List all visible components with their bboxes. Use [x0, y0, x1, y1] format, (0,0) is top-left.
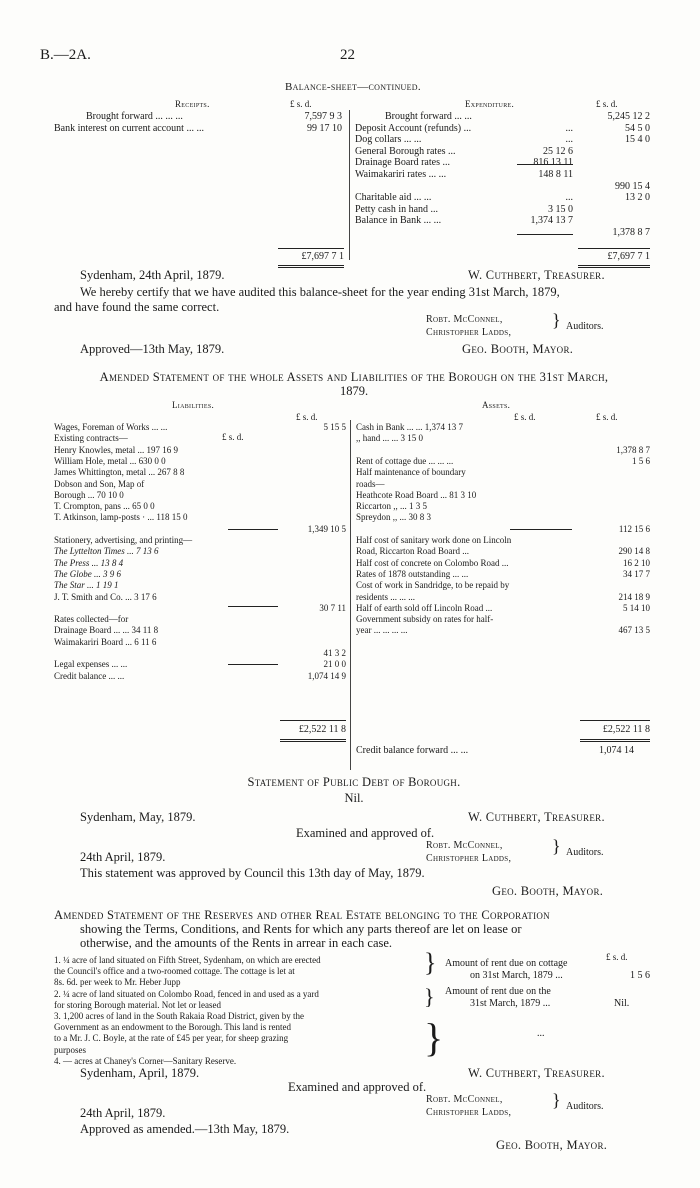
receipts-total: £7,697 7 1	[301, 251, 344, 262]
debt-date: 24th April, 1879.	[80, 850, 166, 864]
asset-line: Rates of 1878 outstanding ... ...	[356, 568, 469, 579]
receipts-lsd: £ s. d.	[290, 99, 312, 109]
double-rule	[278, 265, 344, 268]
rent-1: Amount of rent due on cottage	[445, 958, 568, 969]
expenditure-label: Balance in Bank ... ...	[355, 215, 442, 227]
asset-line: roads—	[356, 478, 385, 489]
expenditure-sub: ...	[565, 192, 573, 204]
certify-line-2: and have found the same correct.	[54, 300, 220, 314]
liability-total: 5 15 5	[323, 422, 346, 432]
liability-line: William Hole, metal ... 630 0 0	[54, 455, 166, 466]
receipt-amount: 99 17 10	[307, 123, 342, 134]
debt-auditor-1: Robt. McConnel,	[426, 840, 503, 851]
debt-title: Statement of Public Debt of Borough.	[247, 775, 461, 789]
expenditure-label: General Borough rates ...	[355, 145, 456, 157]
asset-total: 112 15 6	[618, 523, 650, 534]
auditor-2: Christopher Ladds,	[426, 327, 512, 338]
liabilities-heading: Liabilities.	[172, 400, 215, 410]
liability-line: Rates collected—for	[54, 614, 129, 625]
expenditure-sub: 148 8 11	[538, 169, 573, 180]
assets-lsd: £ s. d.	[596, 412, 618, 422]
debt-approved: This statement was approved by Council this 13th day of May, 1879.	[80, 866, 425, 880]
liability-total: 30 7 11	[319, 602, 346, 613]
brace-icon: }	[424, 948, 437, 977]
asset-line: Spreydon ,, ... 30 8 3	[356, 512, 431, 523]
column-divider	[350, 420, 351, 770]
credit-forward-amount: 1,074 14	[599, 745, 634, 756]
assets-heading: Assets.	[482, 400, 511, 410]
reserve-item: to a Mr. J. C. Boyle, at the rate of £45 per year, for sheep grazing	[54, 1033, 289, 1044]
reserve-item: 8s. 6d. per week to Mr. Heber Jupp	[54, 977, 181, 988]
liabilities-lsd: £ s. d.	[296, 412, 318, 422]
double-rule	[580, 739, 650, 742]
liability-total: 1,349 10 5	[307, 523, 346, 534]
rent-2b: 31st March, 1879 ...	[470, 998, 551, 1009]
subtotal-rule	[517, 164, 573, 165]
liability-total: 21 0 0	[323, 659, 346, 670]
asset-line: Cash in Bank ... ... 1,374 13 7	[356, 422, 463, 432]
asset-total: 16 2 10	[623, 557, 650, 568]
expenditure-total: 5,245 12 2	[607, 111, 650, 122]
receipt-label: Brought forward ... ... ...	[86, 111, 183, 122]
reserve-item: 3. 1,200 acres of land in the South Rakaia Road District, given by the	[54, 1011, 304, 1021]
expenditure-list	[355, 111, 655, 241]
assets-grand-total: £2,522 11 8	[602, 724, 650, 735]
expenditure-sub: 1,374 13 7	[530, 215, 573, 227]
asset-line: Half maintenance of boundary	[356, 467, 466, 478]
brace-icon: }	[424, 984, 435, 1009]
expenditure-label: Deposit Account (refunds) ...	[355, 122, 472, 134]
rent-2: Amount of rent due on the	[445, 986, 551, 997]
total-rule	[278, 248, 344, 249]
asset-total: 1 5 6	[632, 455, 650, 466]
liability-line: Wages, Foreman of Works ... ...	[54, 422, 168, 432]
liability-total: 41 3 2	[323, 648, 346, 658]
assets-title-1: Amended Statement of the whole Assets and Liabilities of the Borough on the 31st March,	[99, 370, 609, 384]
reserve-item: 1. ¼ acre of land situated on Fifth Street, Sydenham, on which are erected	[54, 955, 321, 965]
asset-line: ,, hand ... ... 3 15 0	[356, 433, 423, 444]
rent-2-amount: Nil.	[614, 998, 630, 1009]
liability-line: Existing contracts—	[54, 433, 128, 444]
reserve-item: the Council's office and a two-roomed cottage. The cottage is let at	[54, 966, 295, 977]
expenditure-total: 13 2 0	[625, 192, 650, 204]
expenditure-total: £7,697 7 1	[607, 251, 650, 262]
subtotal-rule	[510, 529, 572, 530]
asset-total: 5 14 10	[623, 602, 650, 613]
asset-line: Cost of work in Sandridge, to be repaid by	[356, 580, 510, 591]
liability-line: T. Crompton, pans ... 65 0 0	[54, 501, 155, 512]
asset-total: 467 13 5	[618, 625, 650, 636]
contracts-lsd: £ s. d.	[222, 432, 244, 442]
reserves-title-1: Amended Statement of the Reserves and other Real Estate belonging to the Corporation	[54, 908, 550, 922]
reserves-auditor-2: Christopher Ladds,	[426, 1107, 512, 1118]
total-rule	[280, 720, 346, 721]
balance-approved: Approved—13th May, 1879.	[80, 342, 225, 356]
asset-line: Half cost of concrete on Colombo Road ...	[356, 557, 509, 568]
debt-mayor: Geo. Booth, Mayor.	[492, 884, 604, 898]
auditor-1: Robt. McConnel,	[426, 314, 503, 325]
expenditure-label: Petty cash in hand ...	[355, 203, 439, 215]
reserves-lsd: £ s. d.	[606, 952, 628, 962]
expenditure-label: Drainage Board rates ...	[355, 157, 450, 169]
reserves-title-2: showing the Terms, Conditions, and Rents for which any parts thereof are let on lease or	[80, 922, 522, 936]
expenditure-total: 15 4 0	[625, 134, 650, 146]
liability-line: The Globe ... 3 9 6	[54, 568, 121, 579]
asset-line: Heathcote Road Board ... 81 3 10	[356, 489, 477, 500]
receipts-heading: Receipts.	[175, 99, 210, 109]
assets-sub-lsd: £ s. d.	[514, 412, 536, 422]
reserves-auditor-1: Robt. McConnel,	[426, 1094, 503, 1105]
certify-line-1: We hereby certify that we have audited this balance-sheet for the year ending 31st March, 1879,	[80, 285, 560, 299]
assets-title-2: 1879.	[339, 384, 369, 398]
debt-nil: Nil.	[344, 791, 364, 805]
expenditure-sub: 3 15 0	[548, 203, 573, 215]
asset-line: Rent of cottage due ... ... ...	[356, 455, 454, 466]
asset-total: 1,378 8 7	[616, 444, 650, 455]
liability-line: Credit balance ... ...	[54, 670, 125, 681]
liability-total: 1,074 14 9	[307, 670, 346, 681]
liability-line: Waimakariri Board ... 6 11 6	[54, 636, 157, 647]
subtotal-rule	[228, 529, 278, 530]
asset-line: Riccarton ,, ... 1 3 5	[356, 501, 427, 512]
expenditure-label: Brought forward ... ...	[385, 111, 472, 122]
expenditure-lsd: £ s. d.	[596, 99, 618, 109]
asset-total: 290 14 8	[618, 546, 650, 557]
reserves-mayor: Geo. Booth, Mayor.	[496, 1138, 608, 1152]
asset-total: 214 18 9	[618, 591, 650, 602]
double-rule	[280, 739, 346, 742]
asset-line: residents ... ... ...	[356, 591, 415, 602]
liability-line: Legal expenses ... ...	[54, 659, 128, 670]
asset-total: 34 17 7	[623, 568, 650, 579]
reserve-item: 2. ¼ acre of land situated on Colombo Road, fenced in and used as a yard	[54, 988, 319, 999]
reserves-title-3: otherwise, and the amounts of the Rents in arrear in each case.	[80, 936, 393, 950]
liability-line: Dobson and Son, Map of	[54, 478, 145, 489]
reserve-item: for storing Borough material. Not let or leased	[54, 999, 221, 1010]
expenditure-label: Waimakariri rates ... ...	[355, 169, 447, 180]
expenditure-label: Charitable aid ... ...	[355, 192, 432, 204]
liability-line: The Lyttelton Times ... 7 13 6	[54, 546, 159, 557]
expenditure-sub: ...	[565, 134, 573, 146]
reserve-item: 4. — acres at Chaney's Corner—Sanitary Reserve.	[54, 1055, 237, 1066]
balance-treasurer: W. Cuthbert, Treasurer.	[468, 268, 605, 282]
expenditure-total: 54 5 0	[625, 122, 650, 134]
liability-line: The Star ... 1 19 1	[54, 580, 119, 591]
brace-icon: }	[424, 1015, 444, 1060]
expenditure-total: 1,378 8 7	[612, 227, 650, 238]
balance-title: Balance-sheet—continued.	[285, 81, 421, 93]
expenditure-sub: 25 12 6	[543, 145, 573, 157]
expenditure-label: Dog collars ... ...	[355, 134, 422, 146]
balance-place-date: Sydenham, 24th April, 1879.	[80, 268, 225, 282]
reserves-examined: Examined and approved of.	[288, 1080, 427, 1094]
debt-place-date: Sydenham, May, 1879.	[80, 810, 196, 824]
debt-examined: Examined and approved of.	[296, 826, 435, 840]
liability-line: Drainage Board ... ... 34 11 8	[54, 625, 159, 636]
page-ref: B.—2A.	[40, 47, 91, 63]
asset-line: Half cost of sanitary work done on Lincoln	[356, 535, 512, 545]
subtotal-rule	[228, 606, 278, 607]
rent-1-amount: 1 5 6	[630, 970, 650, 981]
brace-icon: }	[552, 310, 561, 330]
column-divider	[349, 110, 350, 260]
rent-1b: on 31st March, 1879 ...	[470, 970, 563, 981]
debt-auditor-2: Christopher Ladds,	[426, 853, 512, 864]
rent-3: ...	[537, 1028, 545, 1039]
liability-line: T. Atkinson, lamp-posts · ... 118 15 0	[54, 512, 188, 523]
asset-line: year ... ... ... ...	[356, 625, 408, 636]
debt-auditors-label: Auditors.	[566, 847, 604, 858]
brace-icon: }	[552, 1090, 561, 1110]
total-rule	[578, 248, 650, 249]
credit-forward-label: Credit balance forward ... ...	[356, 745, 469, 756]
balance-mayor: Geo. Booth, Mayor.	[462, 342, 574, 356]
expenditure-heading: Expenditure.	[465, 99, 515, 109]
brace-icon: }	[552, 836, 561, 856]
asset-line: Half of earth sold off Lincoln Road ...	[356, 602, 493, 613]
reserves-auditors-label: Auditors.	[566, 1101, 604, 1112]
expenditure-sub: 816 13 11	[533, 157, 573, 169]
reserve-item: purposes	[54, 1044, 86, 1055]
debt-treasurer: W. Cuthbert, Treasurer.	[468, 810, 605, 824]
reserves-treasurer: W. Cuthbert, Treasurer.	[468, 1066, 605, 1080]
asset-line: Road, Riccarton Road Board ...	[356, 546, 469, 557]
page-number: 22	[340, 47, 355, 63]
liability-line: The Press ... 13 8 4	[54, 557, 124, 568]
subtotal-rule	[517, 234, 573, 235]
total-rule	[580, 720, 650, 721]
liabilities-grand-total: £2,522 11 8	[298, 724, 346, 735]
auditors-label: Auditors.	[566, 321, 604, 332]
receipt-label: Bank interest on current account ... ...	[54, 123, 204, 134]
reserve-item: Government as an endowment to the Borough. This land is rented	[54, 1022, 292, 1033]
liability-line: J. T. Smith and Co. ... 3 17 6	[54, 591, 157, 602]
reserves-date: 24th April, 1879.	[80, 1106, 166, 1120]
liability-line: Stationery, advertising, and printing—	[54, 535, 193, 545]
receipt-amount: 7,597 9 3	[304, 111, 342, 122]
reserves-place-date: Sydenham, April, 1879.	[80, 1066, 200, 1080]
expenditure-sub: ...	[565, 122, 573, 134]
asset-line: Government subsidy on rates for half-	[356, 614, 494, 625]
liability-line: Borough ... 70 10 0	[54, 489, 124, 500]
subtotal-rule	[228, 664, 278, 665]
expenditure-total: 990 15 4	[615, 180, 650, 192]
liability-line: James Whittington, metal ... 267 8 8	[54, 467, 185, 478]
reserves-approved: Approved as amended.—13th May, 1879.	[80, 1122, 290, 1136]
liability-line: Henry Knowles, metal ... 197 16 9	[54, 444, 178, 455]
